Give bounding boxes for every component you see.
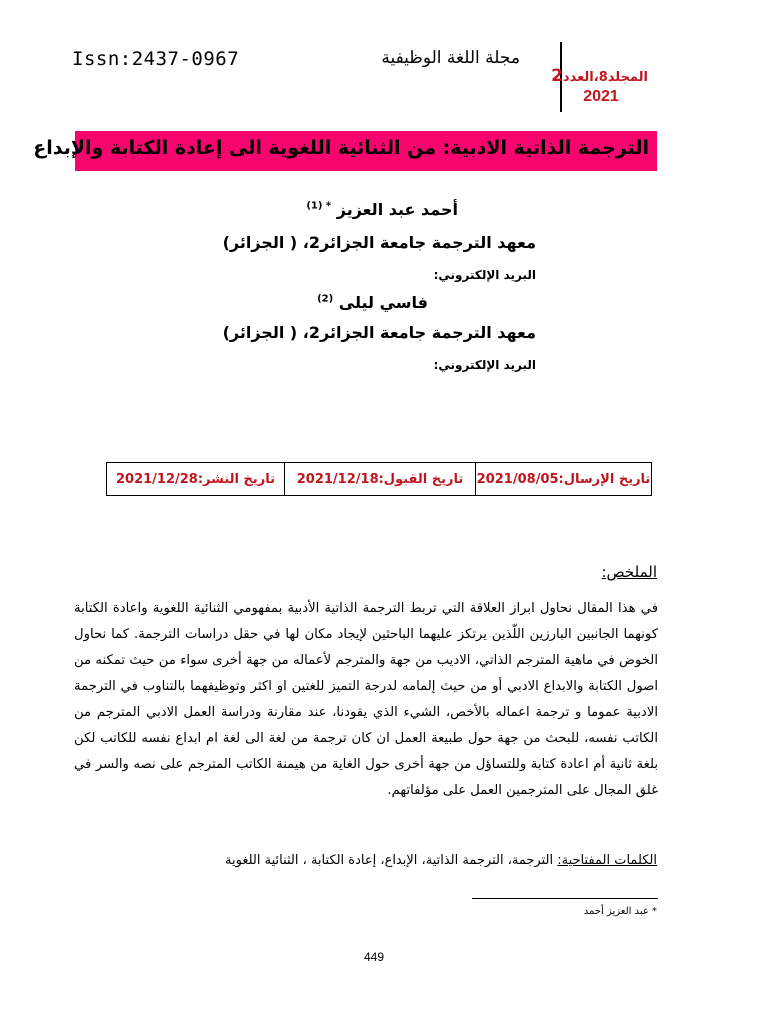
- author-2-email-label: البريد الإلكتروني:: [433, 358, 536, 372]
- author-2-marker: (2): [317, 293, 334, 305]
- abstract-body: [74, 596, 658, 804]
- journal-name: مجلة اللغة الوظيفية: [381, 48, 520, 68]
- keywords: [225, 853, 657, 868]
- page-number: 449: [363, 950, 385, 964]
- year: 2021: [583, 88, 619, 105]
- volume-number: 8: [598, 70, 608, 85]
- dates-table: [106, 462, 652, 496]
- footnote: * عبد العزيز أحمد: [583, 906, 657, 917]
- author-2-affiliation: معهد الترجمة جامعة الجزائر2، ( الجزائر): [222, 323, 536, 342]
- issn: Issn:2437-0967: [72, 48, 240, 70]
- volume-issue: [551, 66, 648, 86]
- author-1-email-label: البريد الإلكتروني:: [433, 268, 536, 282]
- author-1-name: أحمد عبد العزيز: [336, 200, 458, 219]
- article-title: الترجمة الذاتية الادبية: من الثنائية اللغوية الى إعادة الكتابة والإبداع: [33, 137, 649, 159]
- date-accepted: تاريخ القبول:2021/12/18: [284, 463, 475, 495]
- keywords-label: الكلمات المفتاحية:: [557, 853, 657, 868]
- keywords-text: الترجمة، الترجمة الذاتية، الإبداع، إعادة الكتابة ، الثنائية اللغوية: [225, 853, 558, 868]
- author-2-name: فاسي ليلى: [338, 293, 428, 312]
- issue-prefix: ،العدد: [562, 70, 599, 85]
- volume-prefix: المجلد: [607, 70, 648, 85]
- issue-number: 2: [551, 66, 563, 86]
- abstract-heading: الملخص:: [601, 563, 657, 581]
- author-1: [306, 200, 458, 219]
- abstract-text: في هذا المقال نحاول ابراز العلاقة التي تربط الترجمة الذاتية الأدبية بمفهومي الثنائية اللغوية واعادة الكتابة كونهما الجانبين البارزين اللّذين يرتكز عليهما الباحثين لإيجاد مكان لها في حقل دراسات الترجمة. كما نحاول الخوض في ماهية المترجم الذاتي، الاديب من جهة والمترجم لأعماله من جهة أخرى سواء من حيث تمكنه من اصول الكتابة والابداع الادبي أو من حيث إلمامه لدرجة التميز للغتين او اكثر وتوظيفهما بالتناوب في الترجمة الادبية عموما و ترجمة اعماله بالأخص، الشيء الذي يقودنا، عند مقارنة ودراسة العمل الادبي المترجم من الكاتب نفسه، للبحث من جهة حول طبيعة العمل ان كان ترجمة من لغة الى لغة ام ابداع نفسه للكاتب لكن بلغة ثانية أم اعادة كتابة وللتساؤل من جهة أخرى حول الغاية من هيمنة الكاتب المترجم على نصه والسر في غلق المجال على المترجمين العمل على مؤلفاتهم.: [74, 601, 658, 798]
- date-sent: تاريخ الإرسال:2021/08/05: [475, 463, 651, 495]
- footnote-rule: [472, 898, 658, 899]
- author-1-affiliation: معهد الترجمة جامعة الجزائر2، ( الجزائر): [222, 233, 536, 252]
- date-published: تاريخ النشر:2021/12/28: [115, 471, 276, 487]
- author-1-marker: * (1): [306, 200, 332, 212]
- author-2: [317, 293, 428, 312]
